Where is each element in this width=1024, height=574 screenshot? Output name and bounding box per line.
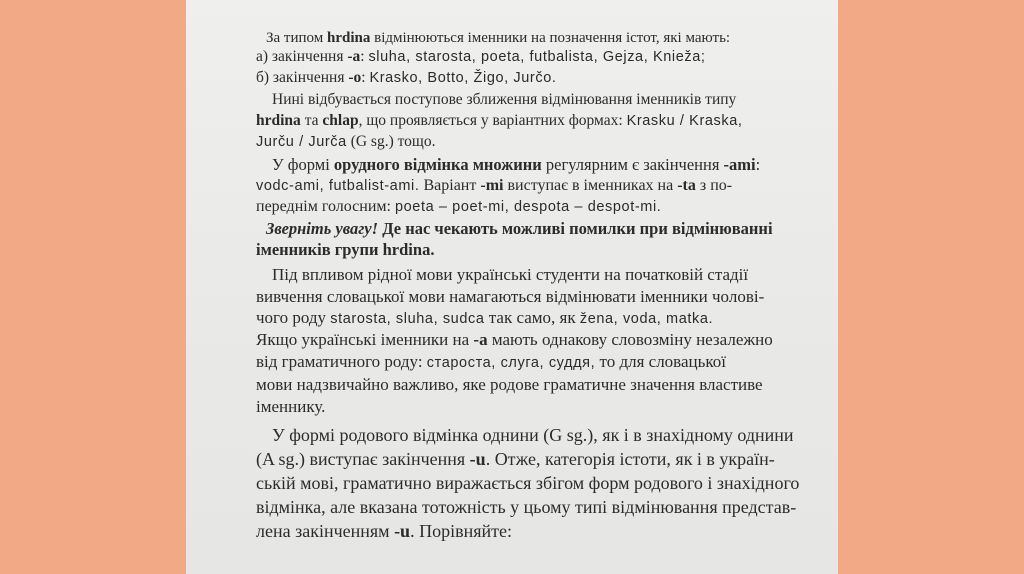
text-segment: -а	[347, 48, 361, 65]
text-segment: У формі	[272, 155, 334, 174]
text-line	[272, 91, 736, 109]
text-segment: (A sg.) виступає закінчення	[256, 449, 470, 469]
text-segment: від граматичного роду:	[256, 352, 427, 371]
text-segment: За типом	[266, 30, 327, 46]
text-segment: Де нас чекають можливі помилки при відмінюванні	[382, 219, 773, 238]
text-line	[272, 156, 760, 174]
text-segment: та	[300, 112, 323, 129]
text-segment: відмінюються іменники на позначення істот, які мають:	[370, 30, 731, 46]
text-line	[256, 177, 732, 195]
text-line	[256, 450, 775, 468]
text-segment: мають однакову словозміну незалежно	[487, 330, 773, 349]
text-segment: (G sg.) тощо.	[346, 133, 436, 150]
text-segment: -ami	[723, 155, 756, 174]
text-segment: Під впливом рідної мови українські студенти на початковій стадії	[272, 265, 749, 284]
text-line	[272, 266, 748, 284]
text-segment: відмінка, але вказана тотожність у цьому типі відмінювання представ-	[256, 497, 797, 517]
text-segment: іменників групи hrdina.	[256, 240, 435, 259]
text-segment: переднім голосним:	[256, 198, 395, 215]
text-segment: . Порівняйте:	[410, 521, 512, 541]
text-segment: виступає в іменниках на	[503, 177, 678, 194]
text-segment: Варіант	[419, 177, 481, 194]
text-segment: вивчення словацької мови намагаються відмінювати іменники чолові-	[256, 287, 765, 306]
text-segment: Якщо українські іменники на	[256, 330, 474, 349]
text-line	[256, 112, 743, 130]
text-segment: лена закінченням	[256, 521, 395, 541]
text-segment: hrdina	[327, 30, 371, 46]
text-line	[256, 353, 726, 372]
text-segment: :	[361, 69, 370, 86]
text-segment: , що проявляється у варіантних формах:	[358, 112, 627, 129]
text-line	[256, 331, 773, 349]
text-line	[256, 474, 799, 492]
text-segment: hrdina	[256, 112, 301, 129]
text-segment: то для словацької	[595, 352, 727, 371]
text-segment: чого роду	[256, 308, 331, 327]
text-line	[266, 29, 730, 47]
text-segment: так само, як	[484, 308, 580, 327]
text-line	[256, 376, 763, 394]
text-segment: :	[755, 155, 761, 174]
text-segment: Krasku / Kraska,	[626, 113, 743, 129]
text-segment: poeta – poet-mi, despota – despot-mi.	[394, 199, 662, 215]
text-line	[256, 241, 434, 259]
text-segment: -u	[394, 521, 411, 541]
text-line	[256, 309, 713, 328]
text-segment: chlap	[322, 112, 359, 129]
text-segment: а) закінчення	[256, 48, 348, 65]
text-line	[256, 69, 557, 87]
text-segment: :	[360, 48, 369, 65]
text-line	[256, 398, 325, 416]
text-segment: орудного відмінка множини	[333, 155, 542, 174]
text-line	[266, 220, 773, 238]
text-segment: ській мові, граматично виражається збігом форм родового і знахідного	[256, 473, 800, 493]
text-segment: -ta	[677, 177, 696, 194]
text-segment: У формі родового відмінка однини (G sg.), як і в знахідному однини	[272, 425, 794, 445]
text-segment: Jurču / Jurča	[256, 134, 347, 150]
text-segment: starosta, sluha, sudca	[330, 311, 485, 327]
text-segment: б) закінчення	[256, 69, 349, 86]
text-line	[256, 498, 796, 516]
text-segment: староста, слуга, суддя,	[426, 355, 596, 371]
text-segment: Нині відбувається поступове зближення відмінювання іменників типу	[272, 91, 737, 108]
text-segment: -mi	[480, 177, 504, 194]
text-segment: регулярним є закінчення	[541, 155, 724, 174]
text-line	[256, 198, 661, 216]
text-segment: . Отже, категорія істоти, як і в україн-	[485, 449, 775, 469]
text-segment: іменнику.	[256, 397, 326, 416]
text-segment: з по-	[695, 177, 733, 194]
text-segment: sluha, starosta, poeta, futbalista, Gejza, Knieža;	[368, 49, 706, 65]
text-segment: -о	[348, 69, 362, 86]
text-line	[256, 48, 706, 66]
book-page	[186, 0, 838, 574]
text-segment: Зверніть увагу!	[266, 219, 379, 238]
text-line	[256, 522, 512, 540]
text-line	[256, 133, 436, 151]
text-line	[272, 426, 794, 444]
text-segment: žena, voda, matka.	[579, 311, 714, 327]
text-segment: -а	[473, 330, 488, 349]
text-line	[256, 288, 764, 306]
text-segment: -u	[469, 449, 486, 469]
text-segment: vodc-ami, futbalist-ami.	[256, 178, 420, 194]
text-segment: Krasko, Botto, Žigo, Jurčo.	[369, 70, 557, 86]
text-segment: мови надзвичайно важливо, яке родове граматичне значення властиве	[256, 375, 763, 394]
